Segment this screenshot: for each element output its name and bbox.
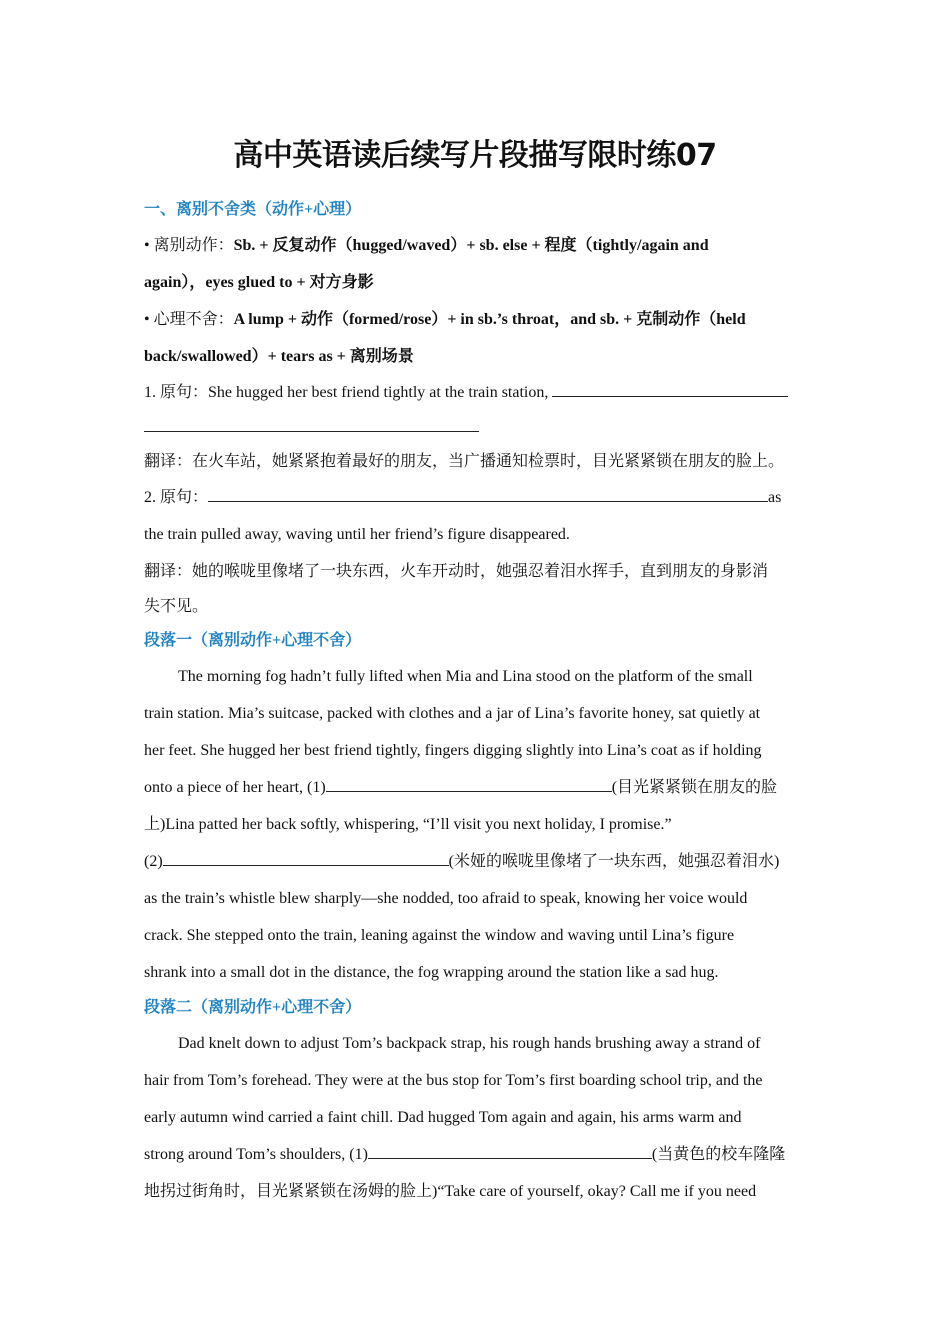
example-2-original <box>144 479 812 516</box>
paragraph-1-heading: 段落一（离别动作+心理不舍） <box>144 632 362 649</box>
paragraph-text: (2) <box>144 853 163 870</box>
paragraph-line: Dad knelt down to adjust Tom’s backpack strap, his rough hands brushing away a strand of <box>178 1035 761 1052</box>
blank-hint: (当黄色的校车隆隆 <box>651 1146 786 1163</box>
bullet-departure-action <box>144 227 812 264</box>
fill-in-blank[interactable] <box>144 430 479 432</box>
paragraph-line: 上)Lina patted her back softly, whispering, “I’ll visit you next holiday, I promise.” <box>144 816 672 833</box>
paragraph-line: 地拐过街角时，目光紧紧锁在汤姆的脸上)“Take care of yourself, okay? Call me if you need <box>144 1183 757 1200</box>
paragraph-line: early autumn wind carried a faint chill. Dad hugged Tom again and again, his arms warm and <box>144 1109 742 1126</box>
example-text: 1. 原句：She hugged her best friend tightly at the train station, <box>144 384 553 401</box>
paragraph-line-with-blank <box>144 769 812 806</box>
example-2-translation: 翻译：她的喉咙里像堵了一块东西，火车开动时，她强忍着泪水挥手，直到朋友的身影消 <box>144 563 769 580</box>
fill-in-blank[interactable] <box>552 395 788 397</box>
bullet-text-continued: back/swallowed）+ tears as + 离别场景 <box>144 348 414 365</box>
bullet-reluctant-feeling <box>144 301 812 338</box>
example-text: as <box>768 489 782 506</box>
paragraph-text: strong around Tom’s shoulders, (1) <box>144 1146 368 1163</box>
paragraph-line: crack. She stepped onto the train, leaning against the window and waving until Lina’s figure <box>144 927 735 944</box>
bullet-text-continued: again），eyes glued to + 对方身影 <box>144 274 374 291</box>
example-1-original <box>144 375 812 410</box>
page-title: 高中英语读后续写片段描写限时练07 <box>233 138 717 173</box>
paragraph-line: her feet. She hugged her best friend tightly, fingers digging slightly into Lina’s coat as if holding <box>144 742 762 759</box>
blank-hint: (目光紧紧锁在朋友的脸 <box>611 779 778 796</box>
fill-in-blank[interactable] <box>208 500 768 502</box>
paragraph-line: The morning fog hadn’t fully lifted when Mia and Lina stood on the platform of the small <box>178 668 753 685</box>
paragraph-line-with-blank <box>144 843 812 880</box>
fill-in-blank[interactable] <box>368 1157 652 1159</box>
bullet-label: • 心理不舍： <box>144 311 234 328</box>
bullet-text: A lump + 动作（formed/rose）+ in sb.’s throat，and sb. + 克制动作（held <box>233 311 746 328</box>
fill-in-blank[interactable] <box>326 790 612 792</box>
blank-hint: (米娅的喉咙里像堵了一块东西，她强忍着泪水) <box>448 853 780 870</box>
fill-in-blank[interactable] <box>163 864 449 866</box>
section-heading: 一、离别不舍类（动作+心理） <box>144 201 362 218</box>
bullet-label: • 离别动作： <box>144 237 234 254</box>
paragraph-line: shrank into a small dot in the distance, the fog wrapping around the station like a sad hug. <box>144 964 719 981</box>
example-2-original-continued: the train pulled away, waving until her friend’s figure disappeared. <box>144 526 570 543</box>
example-1-blank-line <box>144 410 812 445</box>
paragraph-text: onto a piece of her heart, (1) <box>144 779 326 796</box>
document-body <box>144 193 812 1210</box>
bullet-text: Sb. + 反复动作（hugged/waved）+ sb. else + 程度（tightly/again and <box>233 237 709 254</box>
example-2-translation-continued: 失不见。 <box>144 598 209 615</box>
paragraph-line-with-blank <box>144 1136 812 1173</box>
paragraph-line: train station. Mia’s suitcase, packed with clothes and a jar of Lina’s favorite honey, sat quietly at <box>144 705 761 722</box>
paragraph-line: hair from Tom’s forehead. They were at the bus stop for Tom’s first boarding school trip, and the <box>144 1072 763 1089</box>
example-1-translation: 翻译：在火车站，她紧紧抱着最好的朋友，当广播通知检票时，目光紧紧锁在朋友的脸上。 <box>144 453 785 470</box>
example-text: 2. 原句： <box>144 489 209 506</box>
paragraph-line: as the train’s whistle blew sharply—she nodded, too afraid to speak, knowing her voice would <box>144 890 748 907</box>
paragraph-2-heading: 段落二（离别动作+心理不舍） <box>144 999 362 1016</box>
